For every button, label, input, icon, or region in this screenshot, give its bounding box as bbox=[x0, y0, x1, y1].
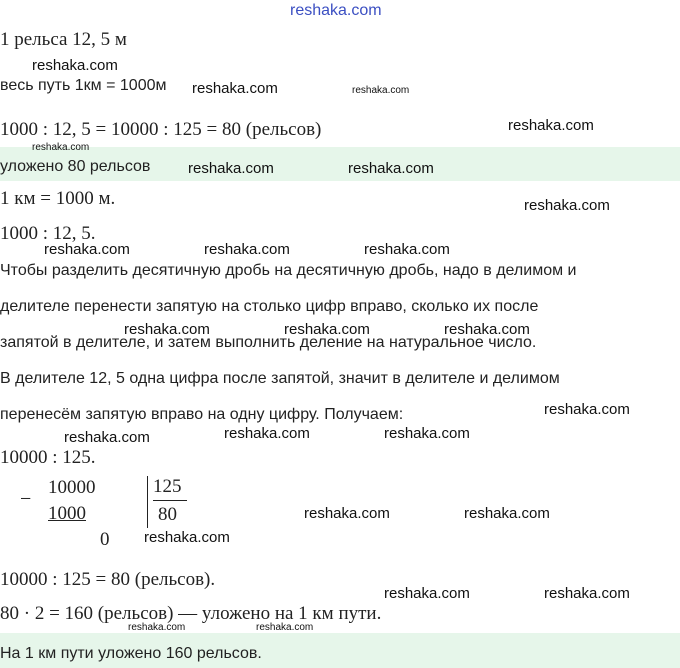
watermark: reshaka.com bbox=[128, 622, 186, 633]
watermark: reshaka.com bbox=[124, 321, 210, 338]
rule-text-1: Чтобы разделить десятичную дробь на десятичную дробь, надо в делимом и bbox=[0, 262, 577, 279]
watermark: reshaka.com bbox=[348, 160, 434, 177]
watermark: reshaka.com bbox=[32, 142, 90, 153]
watermark: reshaka.com bbox=[364, 241, 450, 258]
quotient: 80 bbox=[158, 504, 177, 525]
converted-division-line: 10000 : 125. bbox=[0, 447, 96, 468]
watermark: reshaka.com bbox=[444, 321, 530, 338]
watermark: reshaka.com bbox=[64, 429, 150, 446]
watermark: reshaka.com bbox=[256, 622, 314, 633]
total-path-line: весь путь 1км = 1000м bbox=[0, 77, 167, 94]
division-horizontal-bar bbox=[153, 500, 187, 501]
site-link[interactable]: reshaka.com bbox=[290, 2, 382, 19]
watermark: reshaka.com bbox=[304, 505, 390, 522]
remainder: 0 bbox=[100, 529, 110, 550]
watermark: reshaka.com bbox=[544, 585, 630, 602]
rule-text-2: делителе перенести запятую на столько цифр вправо, сколько их после bbox=[0, 298, 539, 315]
division-setup-line: 1000 : 12, 5. bbox=[0, 223, 96, 244]
watermark: reshaka.com bbox=[384, 585, 470, 602]
watermark: reshaka.com bbox=[284, 321, 370, 338]
minus-sign: − bbox=[20, 488, 32, 510]
subtrahend: 1000 bbox=[48, 503, 86, 524]
watermark: reshaka.com bbox=[192, 80, 278, 97]
divisor: 125 bbox=[153, 476, 182, 497]
watermark: reshaka.com bbox=[204, 241, 290, 258]
watermark: reshaka.com bbox=[144, 529, 230, 546]
division-result-line: 10000 : 125 = 80 (рельсов). bbox=[0, 569, 216, 590]
rule-text-5: перенесём запятую вправо на одну цифру. Получаем: bbox=[0, 406, 404, 423]
watermark: reshaka.com bbox=[224, 425, 310, 442]
watermark: reshaka.com bbox=[524, 197, 610, 214]
km-conversion-line: 1 км = 1000 м. bbox=[0, 188, 116, 209]
calc-line: 1000 : 12, 5 = 10000 : 125 = 80 (рельсов) bbox=[0, 119, 322, 140]
watermark: reshaka.com bbox=[544, 401, 630, 418]
watermark: reshaka.com bbox=[32, 57, 118, 74]
rule-text-3: запятой в делителе, и затем выполнить деление на натуральное число. bbox=[0, 334, 537, 351]
dividend: 10000 bbox=[48, 477, 96, 498]
watermark: reshaka.com bbox=[384, 425, 470, 442]
watermark: reshaka.com bbox=[44, 241, 130, 258]
watermark: reshaka.com bbox=[188, 160, 274, 177]
division-vertical-bar bbox=[147, 476, 148, 528]
watermark: reshaka.com bbox=[464, 505, 550, 522]
rail-length-line: 1 рельса 12, 5 м bbox=[0, 29, 127, 50]
watermark: reshaka.com bbox=[508, 117, 594, 134]
answer-line-1: уложено 80 рельсов bbox=[0, 158, 151, 175]
watermark: reshaka.com bbox=[352, 85, 410, 96]
per-km-calc-line: 80 · 2 = 160 (рельсов) — уложено на 1 км пути. bbox=[0, 603, 382, 624]
rule-text-4: В делителе 12, 5 одна цифра после запятой, значит в делителе и делимом bbox=[0, 370, 560, 387]
final-answer-line: На 1 км пути уложено 160 рельсов. bbox=[0, 645, 262, 662]
